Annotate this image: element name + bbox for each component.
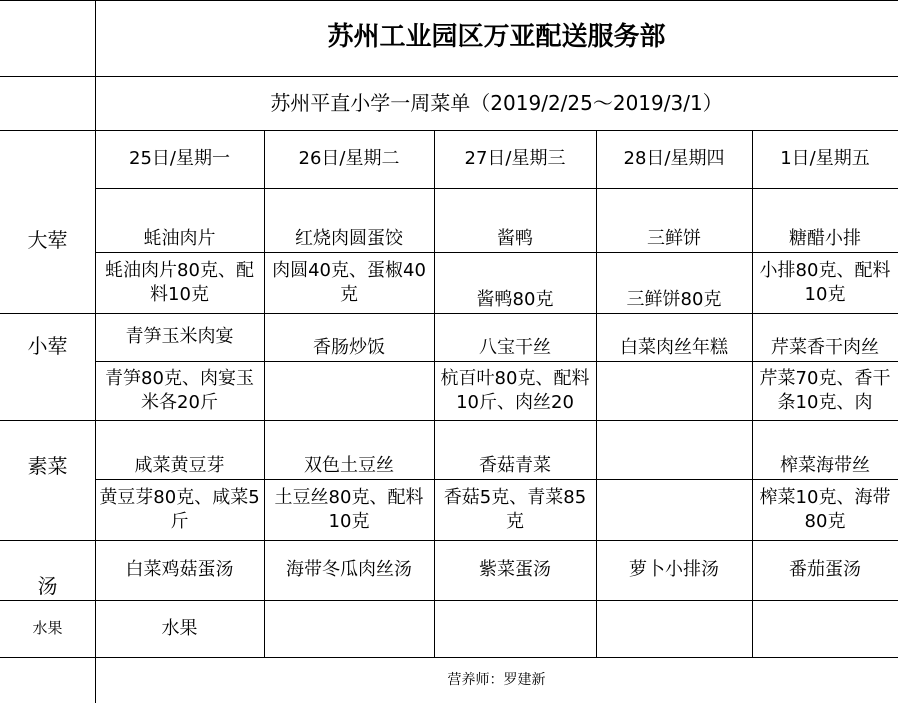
secondary-dish-mon: 青笋玉米肉宴 bbox=[125, 326, 234, 348]
main-dish-fri: 糖醋小排 bbox=[789, 227, 861, 249]
secondary-ingredients-tue bbox=[264, 361, 434, 420]
main-dish-mon: 蚝油肉片 bbox=[143, 227, 216, 249]
fruit-fri bbox=[752, 600, 898, 657]
secondary-ingredients-mon: 青笋80克、肉宴玉米各20斤 bbox=[105, 368, 254, 413]
main-ingredients-tue: 肉圆40克、蛋椒40克 bbox=[272, 260, 426, 305]
soup-thu: 萝卜小排汤 bbox=[629, 559, 719, 581]
secondary-ingredients-thu bbox=[596, 361, 752, 420]
fruit-mon: 水果 bbox=[161, 617, 198, 639]
day-header-thu: 28日/星期四 bbox=[623, 148, 725, 170]
veg-ingredients-mon: 黄豆芽80克、咸菜5斤 bbox=[99, 487, 260, 532]
veg-dish-thu bbox=[596, 420, 752, 479]
veg-ingredients-thu bbox=[596, 479, 752, 540]
main-dish-wed: 酱鸭 bbox=[497, 227, 533, 249]
main-ingredients-mon: 蚝油肉片80克、配料10克 bbox=[105, 260, 254, 305]
category-main-dish: 大荤 bbox=[27, 228, 68, 252]
secondary-ingredients-wed: 杭百叶80克、配料10斤、肉丝20 bbox=[440, 368, 590, 413]
secondary-ingredients-fri: 芹菜70克、香干条10克、肉 bbox=[759, 368, 891, 413]
main-ingredients-thu: 三鲜饼80克 bbox=[626, 288, 722, 310]
veg-ingredients-tue: 土豆丝80克、配料10克 bbox=[274, 487, 424, 532]
secondary-dish-tue: 香肠炒饭 bbox=[313, 336, 385, 358]
main-ingredients-wed: 酱鸭80克 bbox=[476, 288, 554, 310]
secondary-dish-wed: 八宝干丝 bbox=[479, 336, 551, 358]
company-title: 苏州工业园区万亚配送服务部 bbox=[327, 22, 666, 53]
soup-mon: 白菜鸡菇蛋汤 bbox=[125, 559, 234, 581]
veg-ingredients-fri: 榨菜10克、海带80克 bbox=[759, 487, 891, 532]
category-vegetable: 素菜 bbox=[27, 454, 68, 478]
main-ingredients-fri: 小排80克、配料10克 bbox=[759, 260, 891, 305]
category-secondary-dish: 小荤 bbox=[27, 334, 68, 358]
menu-title: 苏州平直小学一周菜单（2019/2/25～2019/3/1） bbox=[270, 91, 723, 115]
veg-dish-wed: 香菇青菜 bbox=[479, 454, 551, 476]
secondary-dish-fri: 芹菜香干肉丝 bbox=[771, 336, 879, 358]
day-header-wed: 27日/星期三 bbox=[464, 148, 566, 170]
main-dish-thu: 三鲜饼 bbox=[647, 227, 701, 249]
veg-ingredients-wed: 香菇5克、青菜85克 bbox=[443, 487, 587, 532]
main-dish-tue: 红烧肉圆蛋饺 bbox=[295, 227, 403, 249]
category-fruit: 水果 bbox=[32, 618, 63, 637]
nutritionist-label: 营养师：罗建新 bbox=[447, 671, 546, 688]
soup-tue: 海带冬瓜肉丝汤 bbox=[286, 559, 412, 581]
fruit-thu bbox=[596, 600, 752, 657]
day-header-fri: 1日/星期五 bbox=[780, 148, 870, 170]
veg-dish-fri: 榨菜海带丝 bbox=[780, 454, 870, 476]
veg-dish-mon: 咸菜黄豆芽 bbox=[134, 454, 225, 476]
soup-wed: 紫菜蛋汤 bbox=[479, 559, 551, 581]
secondary-dish-thu: 白菜肉丝年糕 bbox=[620, 336, 728, 358]
fruit-tue bbox=[264, 600, 434, 657]
category-soup: 汤 bbox=[37, 574, 58, 598]
soup-fri: 番茄蛋汤 bbox=[789, 559, 861, 581]
fruit-wed bbox=[434, 600, 596, 657]
veg-dish-tue: 双色土豆丝 bbox=[304, 454, 394, 476]
day-header-mon: 25日/星期一 bbox=[129, 148, 230, 170]
day-header-tue: 26日/星期二 bbox=[298, 148, 400, 170]
